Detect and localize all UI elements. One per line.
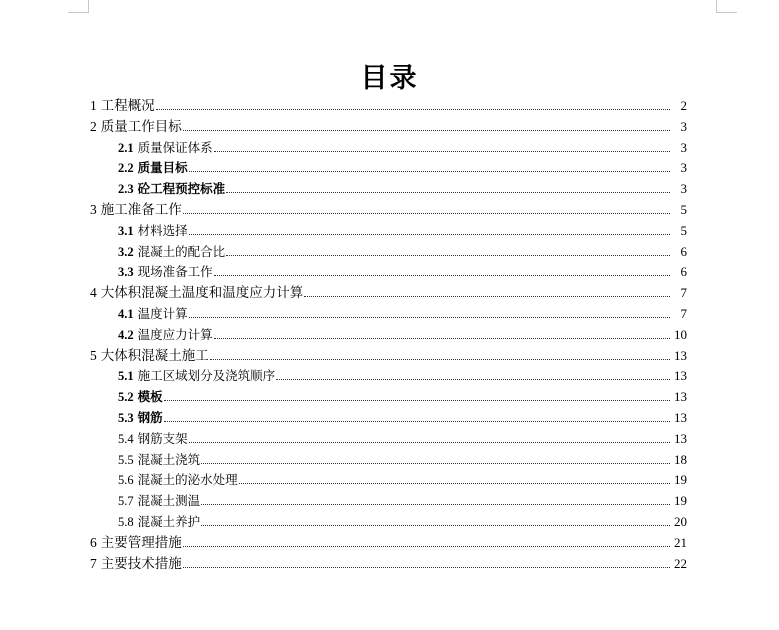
toc-title: 目录: [360, 63, 419, 94]
dot-leader: [239, 482, 670, 484]
toc-entry[interactable]: [90, 115, 687, 135]
toc-entry-page: 13: [674, 389, 687, 405]
toc-entry[interactable]: [118, 219, 687, 239]
toc-entry-number: 4: [90, 285, 97, 301]
toc-entry-label: [90, 556, 182, 572]
dot-leader: [226, 254, 670, 256]
toc-entry-page: 7: [680, 285, 687, 301]
toc-entry-text: 现场准备工作: [137, 264, 213, 280]
toc-entry-number: 5.3: [118, 411, 134, 425]
toc-entry-label: [118, 223, 188, 239]
toc-entry-text: 混凝土的泌水处理: [137, 472, 238, 488]
toc-entry-number: 5.1: [118, 369, 134, 384]
toc-entry-label: [118, 160, 188, 176]
toc-entry-text: 材料选择: [137, 222, 188, 238]
toc-entry-page: 5: [680, 222, 687, 238]
toc-entry-text: 大体积混凝土施工: [100, 347, 209, 364]
toc-entry-label: [118, 514, 200, 530]
toc-entry-number: 2.2: [118, 161, 134, 176]
toc-entry-text: 模板: [137, 389, 163, 405]
toc-entry-label: [118, 140, 213, 156]
toc-entry-text: 主要管理措施: [100, 534, 182, 551]
toc-entry-number: 3: [90, 202, 97, 217]
toc-entry-text: 钢筋支架: [137, 430, 188, 446]
toc-entry[interactable]: [118, 177, 687, 197]
toc-entry[interactable]: [118, 510, 687, 530]
toc-entry-text: 质量工作目标: [100, 118, 182, 135]
toc-entry-label: [90, 119, 182, 135]
toc-entry[interactable]: [118, 448, 687, 468]
toc-entry-page: 20: [674, 514, 687, 529]
toc-entry-number: 2.3: [118, 182, 134, 197]
toc-entry-text: 砼工程预控标准: [137, 181, 226, 197]
toc-entry[interactable]: [118, 136, 687, 156]
toc-entry-page: 7: [680, 306, 687, 321]
toc-entry-text: 混凝土浇筑: [137, 451, 201, 467]
dot-leader: [189, 170, 670, 172]
toc-entry-text: 混凝土养护: [137, 514, 201, 529]
toc-entry-page: 13: [674, 430, 687, 446]
toc-entry-number: 3.1: [118, 223, 134, 238]
toc-entry[interactable]: [118, 240, 687, 260]
dot-leader: [214, 274, 670, 276]
dot-leader: [164, 399, 670, 401]
toc-entry-text: 温度应力计算: [137, 326, 213, 342]
toc-entry[interactable]: [90, 94, 687, 114]
toc-entry-label: [118, 452, 200, 468]
toc-entry-page: 19: [674, 472, 687, 488]
dot-leader: [214, 150, 670, 152]
toc-entry[interactable]: [118, 260, 687, 280]
toc-entry-number: 3.2: [118, 244, 134, 259]
toc-entry-number: 6: [90, 534, 97, 550]
toc-entry-label: [118, 264, 213, 280]
dot-leader: [201, 503, 670, 505]
dot-leader: [164, 420, 670, 422]
toc-entry-page: 13: [674, 368, 687, 384]
toc-entry-page: 22: [674, 555, 687, 571]
toc-entry[interactable]: [118, 468, 687, 488]
toc-entry[interactable]: [118, 156, 687, 176]
toc-entry-number: 3.3: [118, 265, 134, 280]
toc-entry-page: 3: [680, 139, 687, 155]
toc-entry-label: [90, 535, 182, 551]
toc-entry-number: 5: [90, 347, 97, 363]
toc-entry-page: 3: [680, 160, 687, 176]
toc-entry-text: 混凝土的配合比: [137, 243, 226, 259]
toc-entry-label: [118, 306, 188, 322]
toc-entry-label: [90, 202, 182, 218]
dot-leader: [201, 462, 670, 464]
page-corner-mark-left: [68, 0, 89, 13]
toc-entry-number: 7: [90, 555, 97, 571]
toc-entry-number: 4.2: [118, 327, 134, 342]
toc-entry[interactable]: [90, 281, 687, 301]
toc-entry[interactable]: [118, 489, 687, 509]
dot-leader: [189, 233, 670, 235]
toc-entry-number: 2.1: [118, 140, 134, 155]
dot-leader: [183, 545, 670, 547]
toc-entry-label: [118, 410, 163, 426]
toc-entry-page: 3: [680, 118, 687, 134]
toc-entry-text: 主要技术措施: [100, 555, 182, 572]
toc-entry-text: 大体积混凝土温度和温度应力计算: [100, 285, 304, 302]
toc-entry-text: 质量目标: [137, 160, 188, 176]
toc-entry-label: [118, 244, 225, 260]
dot-leader: [226, 191, 670, 193]
toc-entry-page: 13: [674, 410, 687, 425]
toc-entry-page: 3: [680, 181, 687, 197]
toc-entry[interactable]: [118, 302, 687, 322]
toc-entry[interactable]: [118, 364, 687, 384]
dot-leader: [276, 378, 670, 380]
page-corner-mark-right: [716, 0, 737, 13]
toc-entry[interactable]: [90, 344, 687, 364]
toc-entry-label: [118, 368, 275, 384]
toc-entry-label: [90, 348, 209, 364]
toc-entry-number: 5.4: [118, 431, 134, 446]
toc-entry-number: 2: [90, 118, 97, 134]
dot-leader: [183, 212, 670, 214]
dot-leader: [156, 108, 670, 110]
dot-leader: [304, 295, 670, 297]
toc-entry-text: 混凝土测温: [137, 493, 201, 509]
dot-leader: [183, 566, 670, 568]
toc-entry[interactable]: [90, 552, 687, 572]
toc-entry-text: 工程概况: [100, 98, 155, 114]
toc-entry-label: [118, 472, 238, 488]
toc-entry-page: 19: [674, 493, 687, 509]
toc-entry-label: [118, 431, 188, 447]
toc-entry-number: 5.7: [118, 494, 134, 509]
toc-entry-page: 6: [680, 243, 687, 259]
toc-entry-page: 6: [680, 264, 687, 280]
dot-leader: [201, 524, 670, 526]
dot-leader: [214, 337, 670, 339]
toc-entry-text: 温度计算: [137, 306, 188, 321]
toc-entry-page: 2: [680, 98, 687, 113]
toc-entry-page: 5: [680, 202, 687, 217]
toc-entry-label: [90, 285, 303, 301]
toc-entry[interactable]: [118, 427, 687, 447]
dot-leader: [189, 441, 670, 443]
toc-entry-label: [90, 98, 155, 114]
toc-entry-number: 1: [90, 98, 97, 113]
toc-entry-text: 施工区域划分及浇筑顺序: [137, 368, 276, 384]
toc-entry-page: 13: [674, 347, 687, 363]
toc-entry-page: 18: [674, 451, 687, 467]
toc-entry-label: [118, 493, 200, 509]
toc-entry-text: 施工准备工作: [100, 202, 182, 218]
toc-entry-label: [118, 181, 225, 197]
toc-entry[interactable]: [118, 385, 687, 405]
toc-entry-text: 质量保证体系: [137, 139, 213, 155]
toc-entry-page: 10: [674, 326, 687, 342]
toc-entry[interactable]: [90, 531, 687, 551]
toc-entry-label: [118, 389, 163, 405]
dot-leader: [183, 129, 670, 131]
toc-entry-number: 5.6: [118, 473, 134, 488]
dot-leader: [189, 316, 670, 318]
toc-entry-number: 5.5: [118, 452, 134, 467]
toc-entry-page: 21: [674, 534, 687, 550]
dot-leader: [210, 358, 670, 360]
toc-entry[interactable]: [118, 323, 687, 343]
toc-entry[interactable]: [118, 406, 687, 426]
toc-entry-number: 4.1: [118, 307, 134, 321]
toc-entry-number: 5.2: [118, 390, 134, 405]
toc-entry-label: [118, 327, 213, 343]
toc-entry-text: 钢筋: [137, 410, 163, 425]
toc-entry[interactable]: [90, 198, 687, 218]
toc-entry-number: 5.8: [118, 515, 134, 529]
